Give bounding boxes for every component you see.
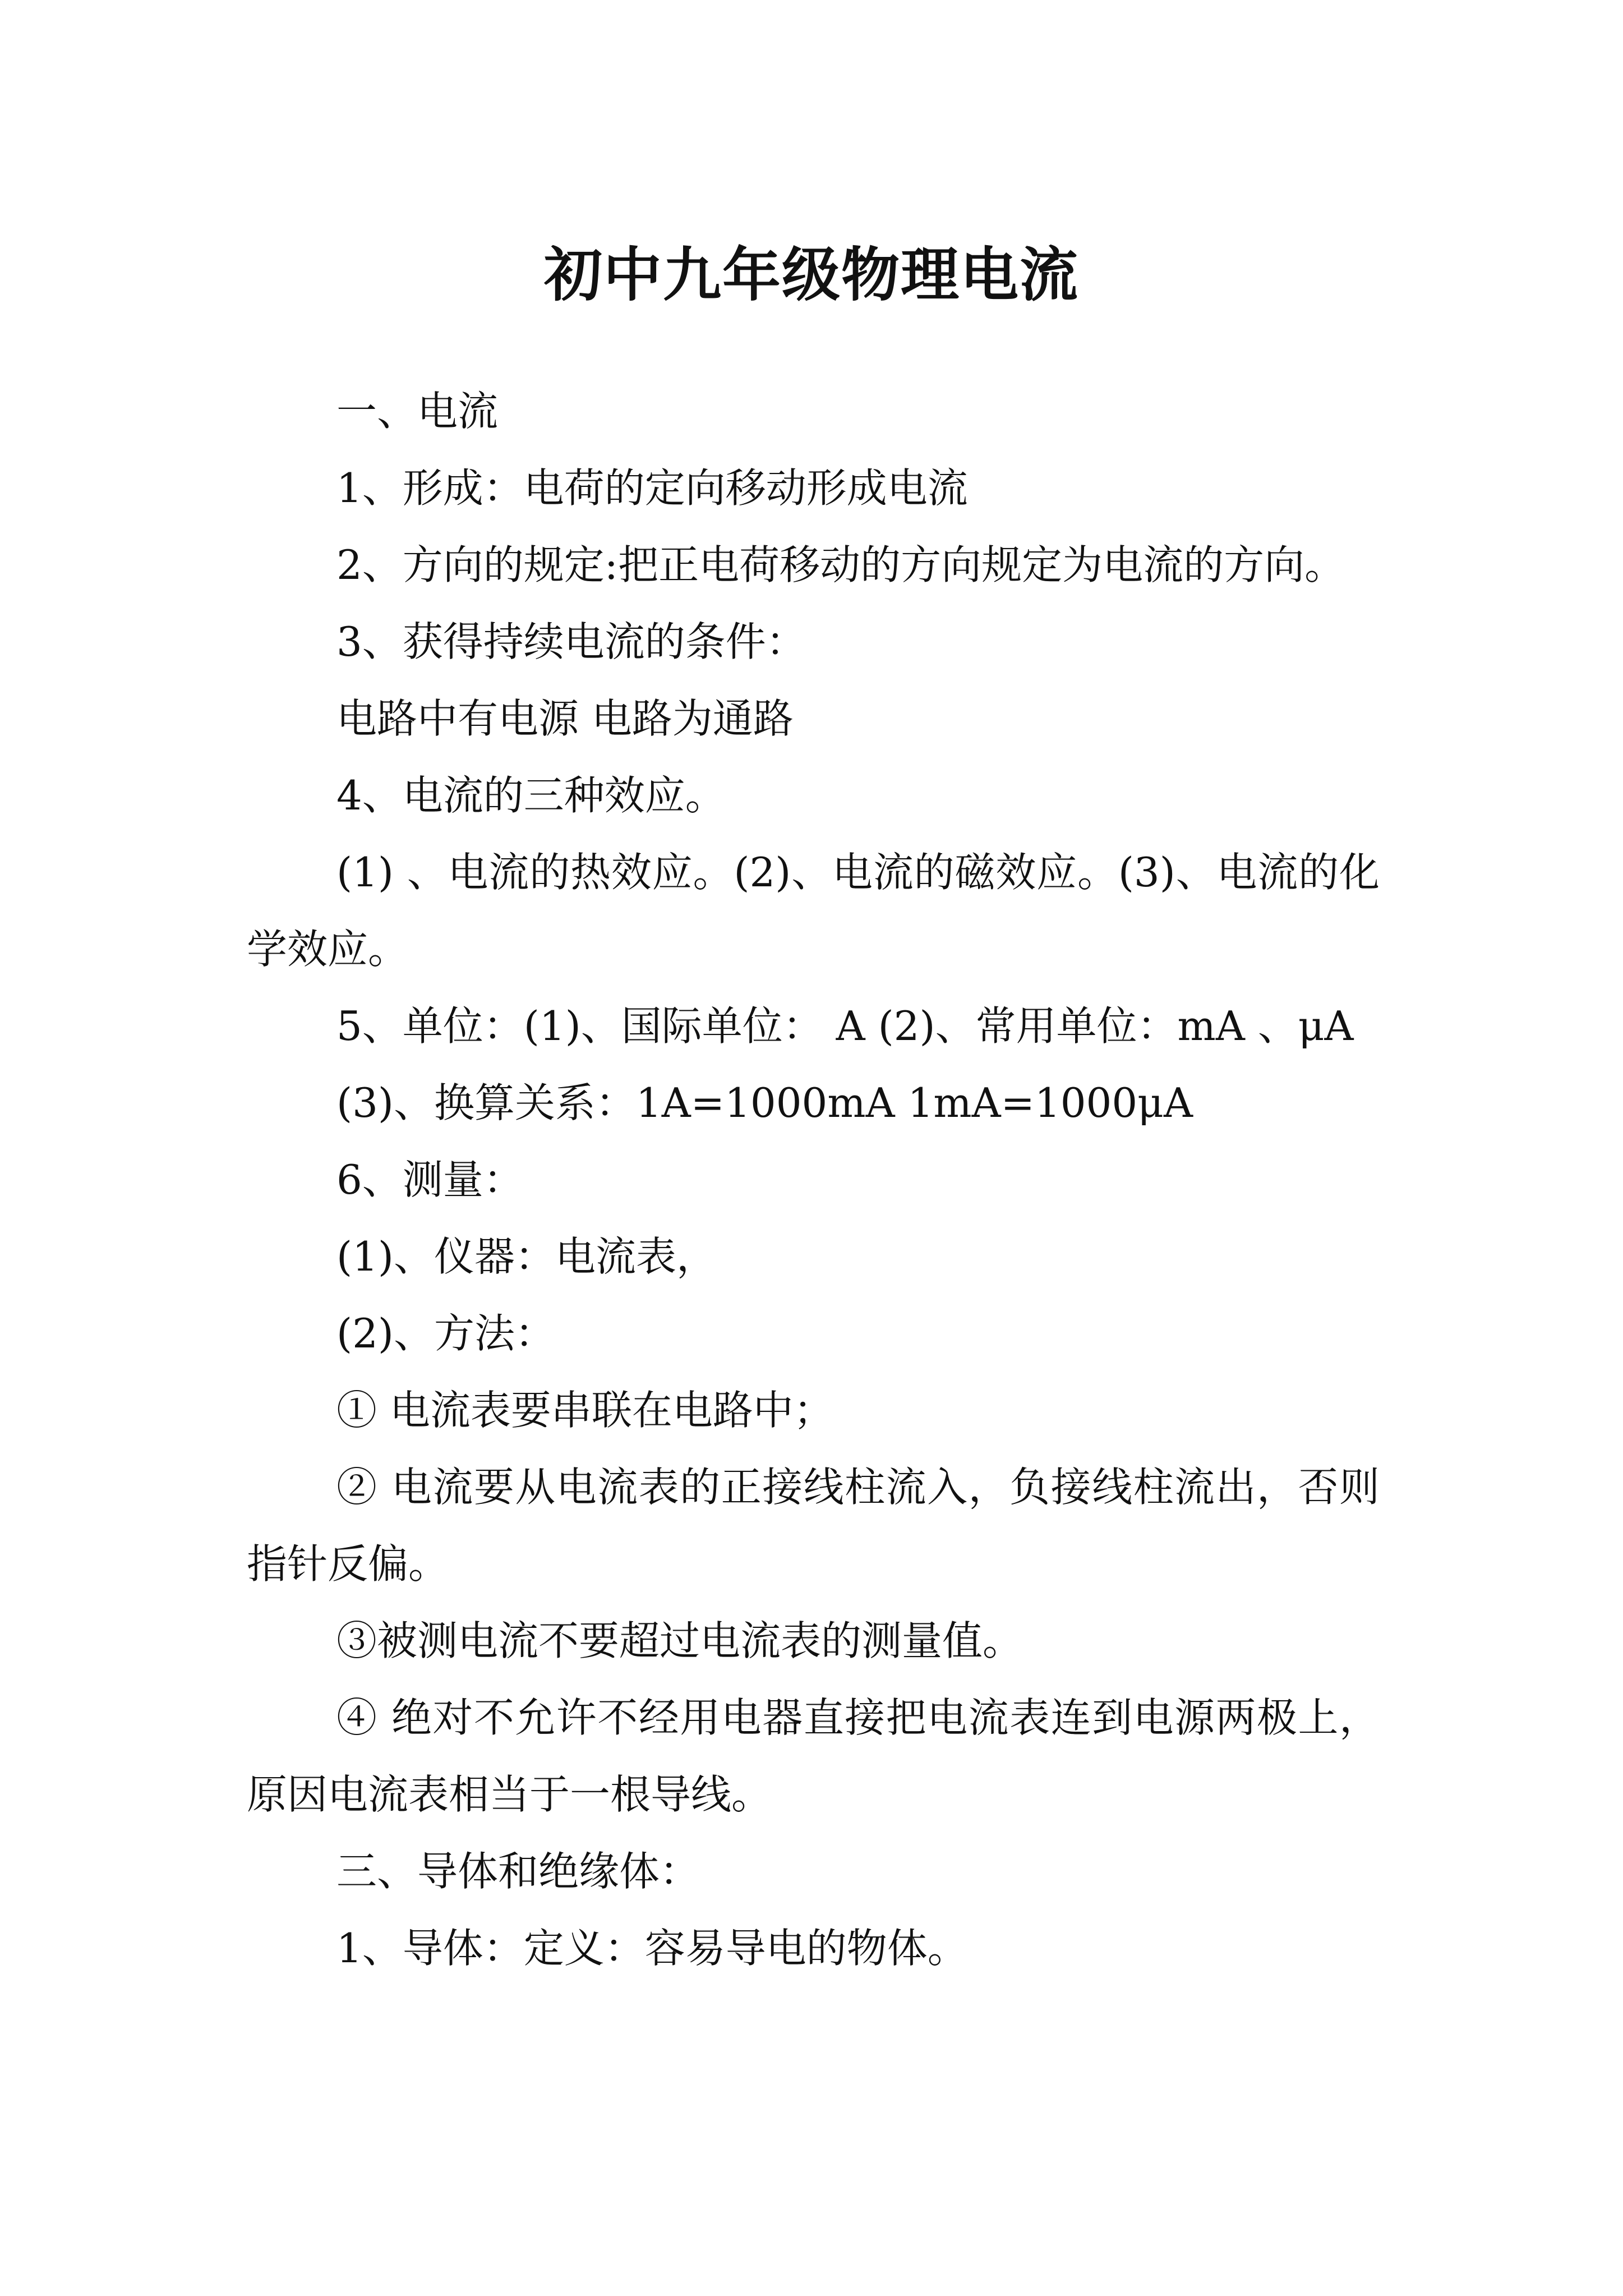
paragraph: 三、导体和绝缘体：	[336, 1848, 700, 1895]
paragraph: 6、测量：	[336, 1156, 524, 1203]
paragraph: (2)、方法：	[336, 1310, 555, 1357]
paragraph: ③被测电流不要超过电流表的测量值。	[336, 1617, 1023, 1664]
paragraph: (1)、仪器：电流表，	[336, 1233, 717, 1280]
document-body	[247, 373, 1380, 1987]
paragraph: ① 电流表要串联在电路中；	[336, 1387, 834, 1434]
paragraph: 1、形成：电荷的定向移动形成电流	[336, 464, 968, 512]
paragraph: 电路中有电源 电路为通路	[336, 695, 794, 742]
paragraph: (3)、换算关系：1A=1000mA 1mA=1000μA	[336, 1079, 1193, 1126]
paragraph: 3、获得持续电流的条件：	[336, 618, 806, 665]
paragraph: 2、方向的规定:把正电荷移动的方向规定为电流的方向。	[336, 541, 1345, 588]
paragraph: 1、导体：定义：容易导电的物体。	[336, 1925, 968, 1972]
paragraph: 一、电流	[336, 388, 499, 435]
paragraph: ④ 绝对不允许不经用电器直接把电流表连到电源两极上，原因电流表相当于一根导线。	[247, 1694, 1380, 1818]
page-title: 初中九年级物理电流	[543, 240, 1079, 309]
paragraph: 4、电流的三种效应。	[336, 772, 726, 819]
paragraph: 5、单位：(1)、国际单位： A (2)、常用单位：mA 、μA	[336, 1002, 1354, 1050]
paragraph: ② 电流要从电流表的正接线柱流入，负接线柱流出，否则指针反偏。	[247, 1464, 1380, 1588]
paragraph: (1) 、电流的热效应。(2)、电流的磁效应。(3)、电流的化学效应。	[247, 849, 1380, 973]
